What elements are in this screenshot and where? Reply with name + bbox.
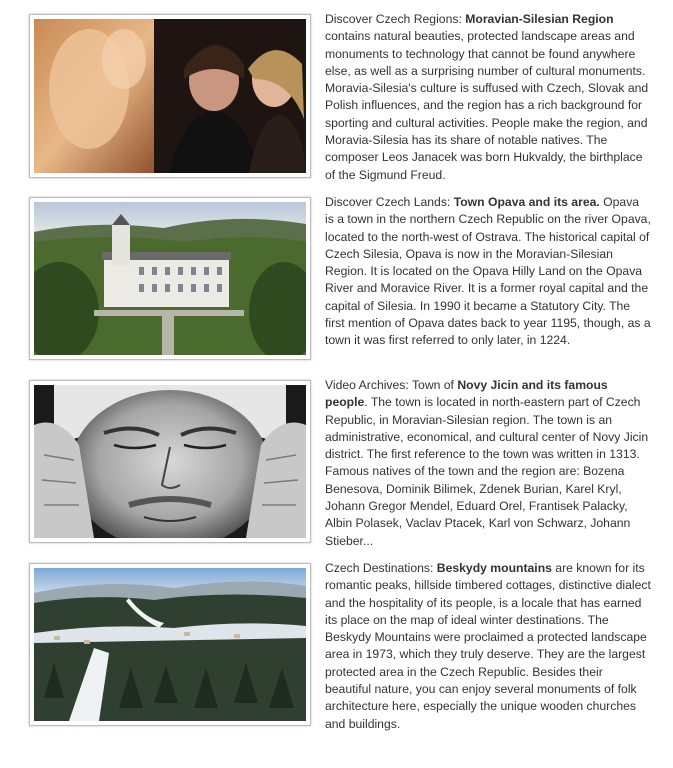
article-novy-jicin: [29, 378, 651, 548]
channel-logo-icon: [262, 397, 296, 417]
article-headline-link[interactable]: Moravian-Silesian Region: [465, 12, 614, 26]
article-thumbnail-image: [34, 568, 306, 721]
article-text: [325, 194, 651, 350]
article-headline-link[interactable]: Novy Jicin and its famous people: [325, 378, 608, 410]
article-thumbnail-image: [34, 202, 306, 355]
article-headline-link[interactable]: Town Opava and its area.: [453, 195, 600, 209]
article-body: Opava is a town in the northern Czech Republic on the river Opava, located to the north-west of Ostrava. The historical capital of Czech Silesia, Opava is now in the Moravian-Silesian Region. It is located on the Opava Hilly Land on the Opava River and Moravice River. It is a former royal capital and the capital of Silesia. In 1990 it became a Statutory City. The first mention of Opava dates back to year 1195, though, as a town it was first referred to only later, in 1224.: [325, 195, 651, 348]
article-thumbnail-image: [34, 385, 306, 538]
article-text: [325, 560, 651, 733]
channel-logo-icon: [262, 31, 296, 51]
article-headline-link[interactable]: Beskydy mountains: [436, 561, 552, 575]
channel-logo-icon: [262, 580, 296, 600]
article-category: Discover Czech Regions:: [325, 12, 466, 26]
article-thumbnail-link[interactable]: [29, 197, 311, 360]
article-text: [325, 11, 651, 184]
article-moravian-silesian: [29, 14, 651, 180]
article-thumbnail-link[interactable]: [29, 563, 311, 726]
article-thumbnail-image: [34, 19, 306, 173]
article-thumbnail-link[interactable]: [29, 380, 311, 543]
article-body: contains natural beauties, protected landscape areas and monuments to technology that cannot be found anywhere else, as well as a surprising number of cultural monuments. Moravia-Silesia's culture is suffused with Czech, Slovak and Polish influences, and the region has a rich background for sporting and cultural activities. People make the region, and Moravia-Silesia has its share of notable natives. The composer Leos Janacek was born Hukvaldy, the birthplace of the Sigmund Freud.: [325, 29, 649, 182]
article-beskydy: [29, 561, 651, 731]
article-category: Czech Destinations:: [325, 561, 437, 575]
channel-logo-icon: [262, 214, 296, 234]
article-text: [325, 377, 651, 550]
article-opava: [29, 197, 651, 360]
article-body: are known for its romantic peaks, hillside timbered cottages, distinctive dialect and the hospitality of its people, is a locale that has earned its place on the map of ideal winter destinations. The Beskydy Mountains were proclaimed a protected landscape area in 1973, which they truly deserve. They are the largest protected area in the Czech Republic. Besides their beautiful nature, you can enjoy several monuments of folk architecture here, especially the unique wooden churches and buildings.: [325, 561, 651, 731]
article-category: Video Archives: Town of: [325, 378, 458, 392]
article-body: . The town is located in north-eastern part of Czech Republic, in Moravian-Silesian region. The town is an administrative, economical, and cultural center of Novy Jicin district. The first reference to the town was written in 1313. Famous natives of the town and the region are: Bozena Benesova, Dominik Bilimek, Zdenek Burian, Karel Kryl, Johann Gregor Mendel, Eduard Orel, Frantisek Palacky, Albin Polasek, Vaclav Ptacek, Karl von Schwarz, Johann Stieber...: [325, 395, 649, 548]
article-thumbnail-link[interactable]: [29, 14, 311, 178]
article-category: Discover Czech Lands:: [325, 195, 454, 209]
